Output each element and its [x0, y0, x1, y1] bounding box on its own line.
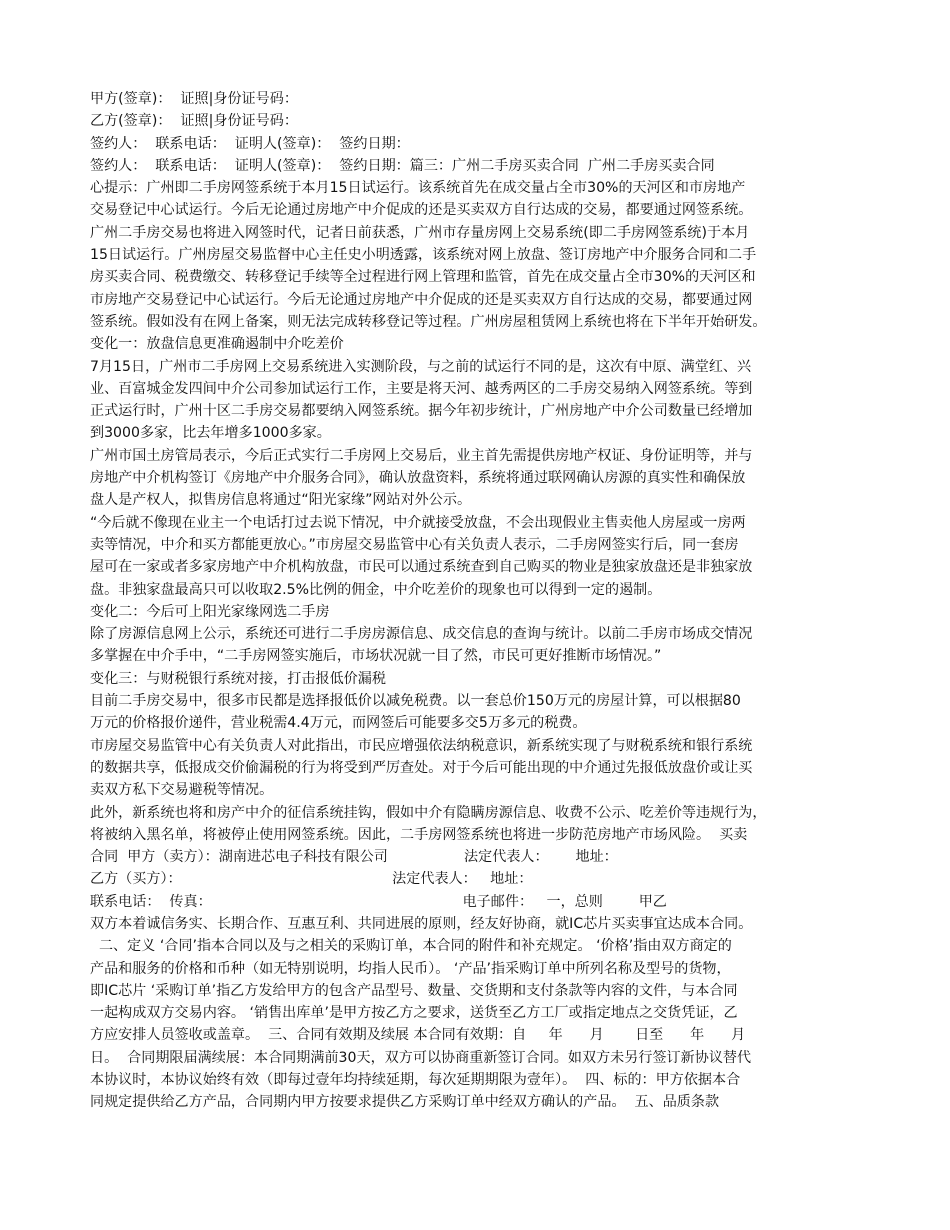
text-line: 方应安排人员签收或盖章。 三、合同有效期及续展 本合同有效期：自 年 月 日至 年 月	[90, 1027, 746, 1044]
text-line: 合同 甲方（卖方）：湖南进芯电子科技有限公司 法定代表人： 地址：	[90, 849, 618, 866]
text-line: 即IC芯片 ‘采购订单’指乙方发给甲方的包含产品型号、数量、交货期和支付条款等内容的文件，与本合同	[90, 982, 738, 999]
text-line: 除了房源信息网上公示，系统还可进行二手房房源信息、成交信息的查询与统计。以前二手房市场成交情况	[90, 626, 753, 643]
document-body	[90, 88, 870, 1114]
text-line: 正式运行时，广州十区二手房交易都要纳入网签系统。据今年初步统计，广州房地产中介公司数量已经增加	[90, 403, 753, 420]
text-line: 产品和服务的价格和币种（如无特别说明，均指人民币）。 ‘产品’指采购订单中所列名称及型号的货物，	[90, 960, 731, 977]
text-line: 甲方(签章)： 证照|身份证号码：	[90, 91, 298, 107]
text-line: 市房屋交易监管中心有关负责人对此指出，市民应增强依法纳税意识，新系统实现了与财税系统和银行系统	[90, 737, 753, 754]
text-line: 签系统。假如没有在网上备案，则无法完成转移登记等过程。广州房屋租赁网上系统也将在下半年开始研发。	[90, 313, 767, 330]
text-line: 日。 合同期限届满续展：本合同期满前30天，双方可以协商重新签订合同。如双方未另行签订新协议替代	[90, 1049, 752, 1066]
section-heading: 变化一：放盘信息更准确遏制中介吃差价	[90, 336, 344, 353]
text-line: 的数据共享，低报成交价偷漏税的行为将受到严厉查处。对于今后可能出现的中介通过先报低放盘价或让买	[90, 759, 753, 776]
text-line: 万元的价格报价递件，营业税需4.4万元，而网签后可能要多交5万多元的税费。	[90, 715, 587, 732]
text-line: 卖双方私下交易避税等情况。	[90, 782, 274, 799]
text-line: 盘。非独家盘最高只可以收取2.5%比例的佣金，中介吃差价的现象也可以得到一定的遏制。	[90, 581, 662, 598]
text-line: 联系电话： 传真： 电子邮件： 一，总则 甲乙	[90, 893, 667, 910]
text-line: 乙方（买方）： 法定代表人： 地址：	[90, 871, 533, 888]
text-line: 广州市国土房管局表示，今后正式实行二手房网上交易后，业主首先需提供房地产权证、身份证明等，并与	[90, 447, 753, 464]
text-line: 目前二手房交易中，很多市民都是选择报低价以减免税费。以一套总价150万元的房屋计算，可以根据80	[90, 693, 741, 710]
text-line: 市房地产交易登记中心试运行。今后无论通过房地产中介促成的还是买卖双方自行达成的交易，都要通过网	[90, 291, 753, 308]
section-heading: 变化三：与财税银行系统对接，打击报低价漏税	[90, 670, 386, 687]
text-line: “今后就不像现在业主一个电话打过去说下情况，中介就接受放盘，不会出现假业主售卖他人房屋或一房两	[90, 514, 746, 531]
text-line: 一起构成双方交易内容。 ‘销售出库单’是甲方按乙方之要求，送货至乙方工厂或指定地点之交货凭证，乙	[90, 1005, 738, 1022]
text-line: 同规定提供给乙方产品，合同期内甲方按要求提供乙方采购订单中经双方确认的产品。 五、品质条款	[90, 1094, 720, 1111]
text-line: 屋可在一家或者多家房地产中介机构放盘，市民可以通过系统查到自己购买的物业是独家放盘还是非独家放	[90, 559, 753, 576]
text-line: 业、百富城金发四间中介公司参加试运行工作，主要是将天河、越秀两区的二手房交易纳入网签系统。等到	[90, 380, 753, 397]
text-line: 此外，新系统也将和房产中介的征信系统挂钩，假如中介有隐瞒房源信息、收费不公示、吃差价等违规行为，	[90, 804, 767, 821]
text-line: 双方本着诚信务实、长期合作、互惠互利、共同进展的原则，经友好协商，就IC芯片买卖事宜达成本合同。	[90, 915, 753, 932]
text-line: 乙方(签章)： 证照|身份证号码：	[90, 113, 298, 130]
text-line: 到3000多家，比去年增多1000多家。	[90, 425, 331, 442]
text-line: 本协议时，本协议始终有效（即每过壹年均持续延期，每次延期期限为壹年）。 四、标的：甲方依据本合	[90, 1072, 741, 1089]
text-line: 交易登记中心试运行。今后无论通过房地产中介促成的还是买卖双方自行达成的交易，都要通过网签系统。	[90, 202, 753, 219]
text-line: 将被纳入黑名单，将被停止使用网签系统。因此，二手房网签系统也将进一步防范房地产市场风险。 买卖	[90, 826, 748, 843]
text-line: 签约人： 联系电话： 证明人(签章)： 签约日期：	[90, 135, 410, 152]
text-line: 多掌握在中介手中，“二手房网签实施后，市场状况就一目了然，市民可更好推断市场情况。”	[90, 648, 662, 665]
text-line: 心提示：广州即二手房网签系统于本月15日试运行。该系统首先在成交量占全市30%的天河区和市房地产	[90, 180, 746, 197]
text-line: 7月15日，广州市二手房网上交易系统进入实测阶段，与之前的试运行不同的是，这次有中原、满堂红、兴	[90, 358, 752, 375]
text-line: 房买卖合同、税费缴交、转移登记手续等全过程进行网上管理和监管，首先在成交量占全市30%的天河区和	[90, 269, 756, 286]
text-line: 签约人： 联系电话： 证明人(签章)： 签约日期：篇三：广州二手房买卖合同 广州二手房买卖合同	[90, 157, 715, 174]
text-line: 二、定义 ‘合同’指本合同以及与之相关的采购订单，本合同的附件和补充规定。 ‘价格’指由双方商定的	[90, 938, 732, 955]
text-line: 广州二手房交易也将进入网签时代，记者日前获悉，广州市存量房网上交易系统(即二手房网签系统)于本月	[90, 224, 750, 241]
text-line: 房地产中介机构签订《房地产中介服务合同》，确认放盘资料，系统将通过联网确认房源的真实性和确保放	[90, 470, 746, 487]
text-line: 卖等情况，中介和买方都能更放心。”市房屋交易监管中心有关负责人表示，二手房网签实行后，同一套房	[90, 536, 739, 553]
text-line: 15日试运行。广州房屋交易监督中心主任史小明透露，该系统对网上放盘、签订房地产中介服务合同和二手	[90, 247, 757, 264]
text-line: 盘人是产权人，拟售房信息将通过“阳光家缘”网站对外公示。	[90, 492, 472, 509]
section-heading: 变化二：今后可上阳光家缘网选二手房	[90, 603, 330, 620]
